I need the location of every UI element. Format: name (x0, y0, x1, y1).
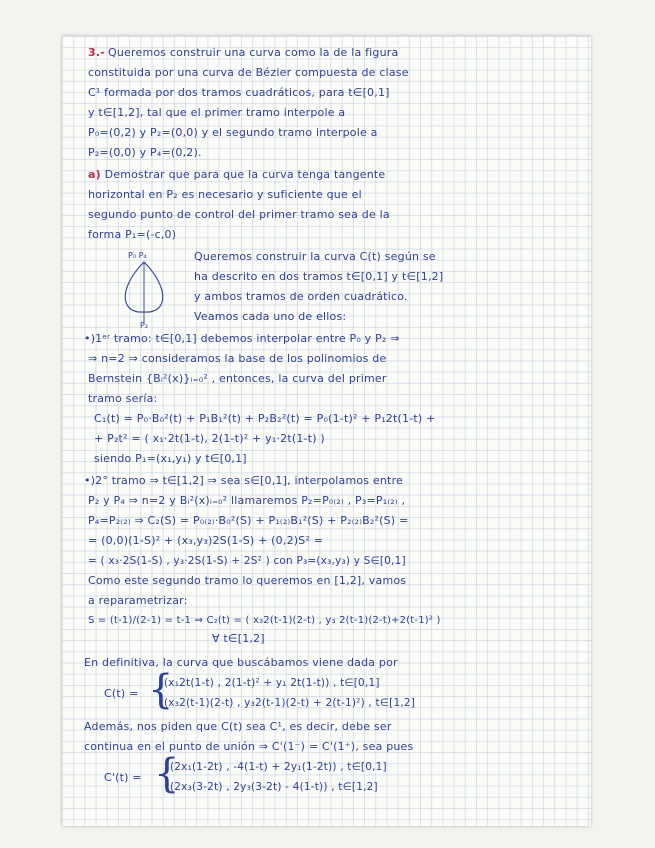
tramo2-line-3: P₄=P₂₍₂₎ ⇒ C₂(S) = P₀₍₂₎·B₀²(S) + P₁₍₂₎B₁²(S) + P₂₍₂₎B₂²(S) = (88, 514, 409, 527)
tramo2-line-4: = (0,0)(1-S)² + (x₃,y₃)2S(1-S) + (0,2)S² = (88, 534, 324, 547)
tramo1-line-1: •)1ᵉʳ tramo: t∈[0,1] debemos interpolar entre P₀ y P₂ ⇒ (84, 332, 400, 345)
problem-line-2: constituida por una curva de Bézier compuesta de clase (88, 66, 409, 79)
figure-bottom-label: P₂ (140, 321, 149, 330)
problem-line-3: C¹ formada por dos tramos cuadráticos, para t∈[0,1] (88, 86, 390, 99)
tramo1-line-4: tramo sería: (88, 392, 158, 405)
ct-case-2: (x₃2(t-1)(2-t) , y₃2(t-1)(2-t) + 2(t-1)²) , t∈[1,2] (164, 697, 416, 709)
intro-line-1: Queremos construir la curva C(t) según se (194, 250, 436, 263)
ct-case-1: (x₁2t(1-t) , 2(1-t)² + y₁ 2t(1-t)) , t∈[0,1] (164, 677, 380, 689)
tramo1-line-5: C₁(t) = P₀·B₀²(t) + P₁B₁²(t) + P₂B₂²(t) = P₀(1-t)² + P₁2t(1-t) + (94, 412, 436, 425)
part-a-line-1 (88, 168, 385, 182)
tramo2-line-8: S = (t-1)/(2-1) = t-1 ⇒ C₂(t) = ( x₃2(t-1)(2-t) , y₃ 2(t-1)(2-t)+2(t-1)² ) (88, 615, 441, 626)
tramo2-line-2: P₂ y P₄ ⇒ n=2 y Bᵢ²(x)ᵢ₌₀² llamaremos P₂=P₀₍₂₎ , P₃=P₁₍₂₎ , (88, 494, 406, 507)
conclusion-line-3: continua en el punto de unión ⇒ C'(1⁻) = C'(1⁺), sea pues (84, 740, 414, 753)
intro-line-3: y ambos tramos de orden cuadrático. (194, 290, 408, 303)
conclusion-line-2: Además, nos piden que C(t) sea C¹, es decir, debe ser (84, 720, 392, 733)
intro-line-4: Veamos cada uno de ellos: (194, 310, 347, 323)
intro-line-2: ha descrito en dos tramos t∈[0,1] y t∈[1,2] (194, 270, 444, 283)
problem-number: 3.- (88, 46, 105, 59)
tramo2-line-6: Como este segundo tramo lo queremos en [1,2], vamos (88, 574, 407, 587)
part-a-text: Demostrar que para que la curva tenga tangente (104, 168, 386, 181)
part-a-line-4: forma P₁=(-c,0) (88, 228, 177, 241)
tramo2-line-1: •)2° tramo ⇒ t∈[1,2] ⇒ sea s∈[0,1], interpolamos entre (84, 474, 404, 487)
problem-line-6: P₂=(0,0) y P₄=(0,2). (88, 146, 202, 159)
tramo1-line-6: + P₂t² = ( x₁·2t(1-t), 2(1-t)² + y₁·2t(1-t) ) (94, 432, 325, 445)
figure-top-label: P₀ P₄ (128, 251, 147, 260)
problem-line-5: P₀=(0,2) y P₂=(0,0) y el segundo tramo interpole a (88, 126, 378, 139)
part-a-line-2: horizontal en P₂ es necesario y suficiente que el (88, 188, 362, 201)
tramo1-line-3: Bernstein {Bᵢ²(x)}ᵢ₌₀² , entonces, la curva del primer (88, 372, 387, 385)
tramo2-line-5: = ( x₃·2S(1-S) , y₃·2S(1-S) + 2S² ) con P₃=(x₃,y₃) y S∈[0,1] (88, 555, 406, 567)
cprime-brace: { (154, 751, 180, 797)
curve-figure (106, 248, 186, 330)
tramo1-line-2: ⇒ n=2 ⇒ consideramos la base de los polinomios de (88, 352, 387, 365)
problem-line-4: y t∈[1,2], tal que el primer tramo interpole a (88, 106, 346, 119)
cprime-case-1: (2x₁(1-2t) , -4(1-t) + 2y₁(1-2t)) , t∈[0,1] (170, 761, 387, 773)
conclusion-line-1: En definitiva, la curva que buscábamos viene dada por (84, 656, 398, 669)
cprime-label: C'(t) = (104, 771, 142, 784)
notebook-page (62, 36, 591, 826)
part-a-label: a) (88, 168, 101, 181)
tramo2-line-7: a reparametrizar: (88, 594, 188, 607)
problem-line-1 (88, 46, 398, 60)
tramo2-line-9: ∀ t∈[1,2] (212, 632, 265, 645)
tramo1-line-7: siendo P₁=(x₁,y₁) y t∈[0,1] (94, 452, 247, 465)
ct-label: C(t) = (104, 687, 139, 700)
problem-text: Queremos construir una curva como la de la figura (108, 46, 399, 59)
ct-brace: { (148, 667, 174, 713)
part-a-line-3: segundo punto de control del primer tramo sea de la (88, 208, 390, 221)
cprime-case-2: (2x₃(3-2t) , 2y₃(3-2t) - 4(1-t)) , t∈[1,2] (170, 781, 378, 793)
